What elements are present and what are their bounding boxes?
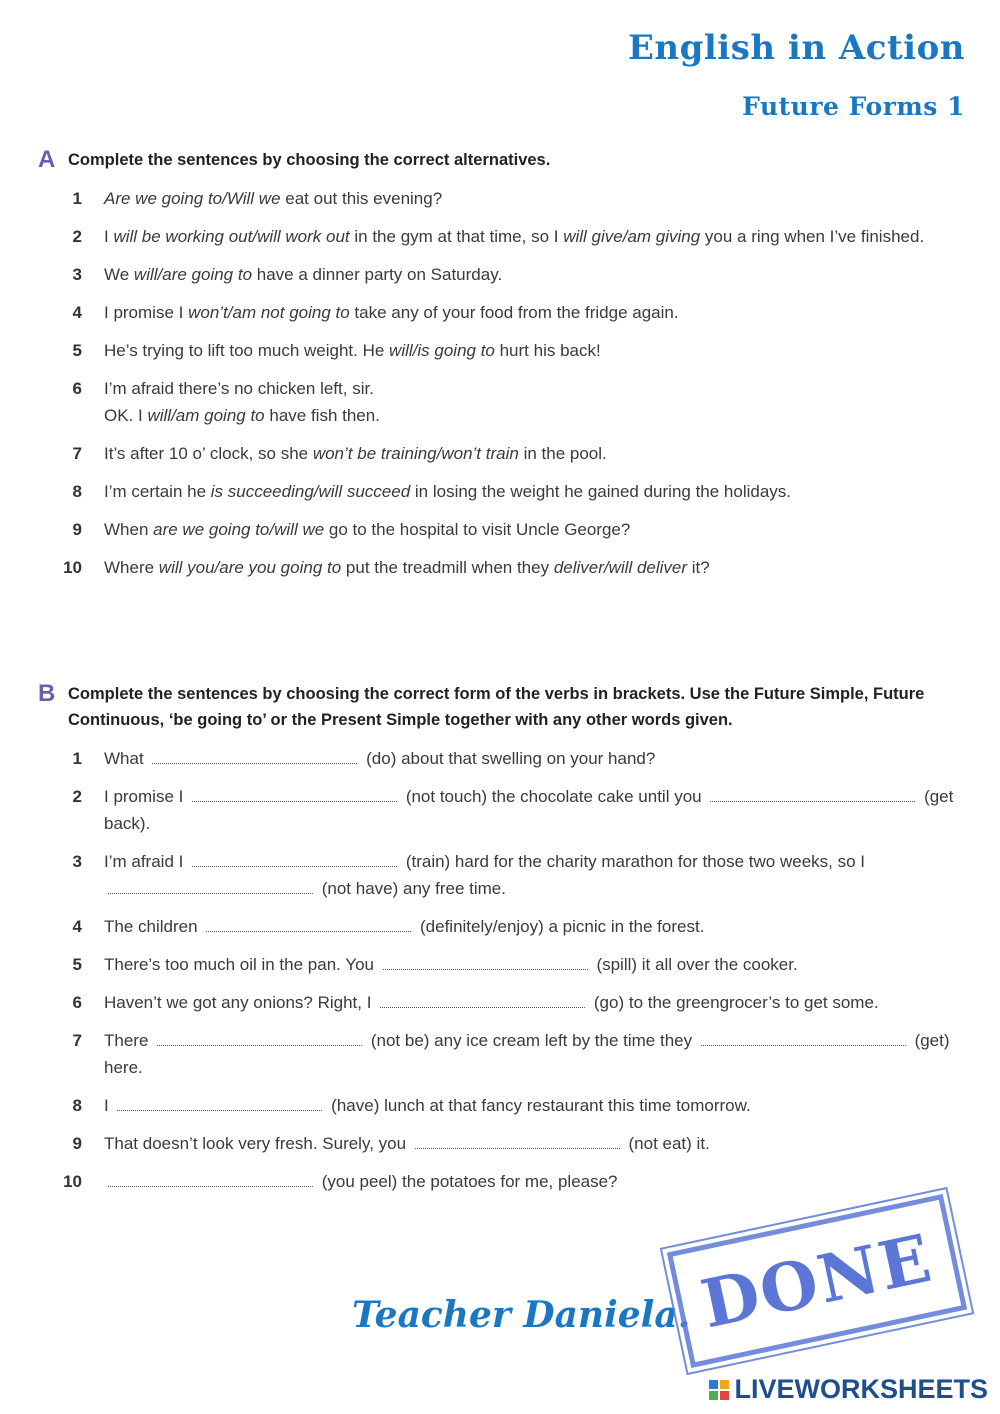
answer-blank[interactable] [157,1031,362,1046]
item-number: 6 [72,993,82,1012]
sentence-fragment: take any of your food from the fridge again. [349,303,679,322]
sentence-fragment: Where [104,558,159,577]
exercise-item [38,223,968,250]
liveworksheets-logo-text: LIVEWORKSHEETS [734,1374,988,1404]
sentence-fragment: I [104,227,114,246]
teacher-signature: Teacher Daniela. [352,1294,691,1336]
item-number: 9 [72,520,82,539]
exercise-item [38,913,968,940]
item-number: 1 [72,749,82,768]
alternative-choice[interactable]: are we going to/will we [153,520,325,539]
exercise-item [38,848,968,902]
logo-square [720,1380,729,1389]
exercise-item [38,1130,968,1157]
item-number: 7 [72,1031,82,1050]
exercise-item [38,989,968,1016]
sentence-fragment: go to the hospital to visit Uncle George? [324,520,631,539]
answer-blank[interactable] [206,917,411,932]
alternative-choice[interactable]: will be working out/will work out [113,227,350,246]
item-text [104,1027,968,1081]
answer-blank[interactable] [380,993,585,1008]
item-text [104,375,968,429]
worksheet-subtitle: Future Forms 1 [742,92,965,121]
exercise-item [38,516,968,543]
item-number: 10 [63,1172,82,1191]
item-text [104,554,968,581]
alternative-choice[interactable]: will/is going to [389,341,495,360]
item-number: 2 [72,227,82,246]
exercise-item [38,261,968,288]
item-number: 3 [72,852,82,871]
sentence-fragment: (have) lunch at that fancy restaurant this time tomorrow. [326,1096,751,1115]
exercise-item [38,745,968,772]
sentence-fragment: There’s too much oil in the pan. You [104,955,379,974]
item-number: 10 [63,558,82,577]
item-number: 8 [72,1096,82,1115]
sentence-fragment: (do) about that swelling on your hand? [361,749,656,768]
item-text [104,223,968,250]
item-number: 5 [72,341,82,360]
exercise-item [38,478,968,505]
sentence-fragment: (not touch) the chocolate cake until you [401,787,707,806]
sentence-fragment: When [104,520,154,539]
item-text [104,516,968,543]
item-number: 2 [72,787,82,806]
section-a-header [38,148,968,173]
alternative-choice[interactable]: will give/am giving [563,227,701,246]
item-text [104,478,968,505]
item-text [104,1130,968,1157]
sentence-fragment: We [104,265,134,284]
answer-blank[interactable] [383,955,588,970]
exercise-item [38,337,968,364]
sentence-fragment: have a dinner party on Saturday. [252,265,503,284]
item-number: 4 [72,917,82,936]
alternative-choice[interactable]: Are we going to/Will we [104,189,281,208]
exercise-item [38,1092,968,1119]
item-number: 6 [72,379,82,398]
sentence-fragment: I promise I [104,303,189,322]
exercise-item [38,554,968,581]
sentence-fragment: (not have) any free time. [317,879,506,898]
worksheet-title: English in Action [627,28,965,68]
item-text [104,745,968,772]
section-b-items [38,745,968,1195]
answer-blank[interactable] [701,1031,906,1046]
section-b-header [38,682,968,733]
item-number: 1 [72,189,82,208]
answer-blank[interactable] [415,1134,620,1149]
sentence-fragment: (go) to the greengrocer’s to get some. [589,993,879,1012]
sentence-fragment: The children [104,917,203,936]
sentence-fragment: (train) hard for the charity marathon for those two weeks, so I [401,852,866,871]
answer-blank[interactable] [192,852,397,867]
item-number: 9 [72,1134,82,1153]
liveworksheets-mark-icon [709,1380,729,1400]
section-a-instruction: Complete the sentences by choosing the correct alternatives. [68,151,551,169]
item-text [104,261,968,288]
sentence-fragment: eat out this evening? [280,189,443,208]
item-text [104,913,968,940]
section-b-instruction: Complete the sentences by choosing the correct form of the verbs in brackets. Use the Future Simple, Future Continuous, ‘be going to’ or the Present Simple together with any other words given. [68,685,925,729]
item-text [104,1092,968,1119]
item-text [104,783,968,837]
sentence-fragment: it? [687,558,710,577]
sentence-fragment: I promise I [104,787,189,806]
item-number: 8 [72,482,82,501]
section-b-letter: B [38,680,56,707]
item-text [104,440,968,467]
exercise-item [38,299,968,326]
alternative-choice[interactable]: won’t be training/won’t train [312,444,519,463]
alternative-choice[interactable]: won’t/am not going to [188,303,350,322]
item-number: 5 [72,955,82,974]
exercise-item [38,375,968,429]
exercise-item [38,783,968,837]
exercise-item [38,440,968,467]
sentence-fragment: you a ring when I’ve finished. [700,227,925,246]
exercise-item [38,185,968,212]
sentence-fragment: I’m afraid I [104,852,189,871]
sentence-fragment: in the gym at that time, so I [349,227,564,246]
sentence-fragment: in losing the weight he gained during the holidays. [410,482,792,501]
answer-blank[interactable] [192,787,397,802]
sentence-fragment: I’m afraid there’s no chicken left, sir. [104,379,374,398]
section-a-items [38,185,968,581]
answer-blank[interactable] [710,787,915,802]
sentence-fragment: (get back). [104,787,954,833]
liveworksheets-logo[interactable] [709,1374,988,1405]
item-text [104,1168,968,1195]
exercise-item [38,1168,968,1195]
alternative-choice[interactable]: deliver/will deliver [553,558,688,577]
sentence-fragment: in the pool. [518,444,607,463]
sentence-fragment: (spill) it all over the cooker. [591,955,798,974]
item-text [104,185,968,212]
sentence-fragment: I [104,1096,114,1115]
sentence-fragment: What [104,749,149,768]
sentence-fragment: There [104,1031,154,1050]
sentence-fragment: He’s trying to lift too much weight. He [104,341,390,360]
exercise-item [38,1027,968,1081]
exercise-item [38,951,968,978]
sentence-fragment: Haven’t we got any onions? Right, I [104,993,377,1012]
item-number: 7 [72,444,82,463]
sentence-fragment: (not eat) it. [623,1134,710,1153]
item-number: 4 [72,303,82,322]
item-text [104,848,968,902]
sentence-fragment: OK. I [104,406,148,425]
sentence-fragment: hurt his back! [494,341,601,360]
item-text [104,299,968,326]
answer-blank[interactable] [152,749,357,764]
logo-square [709,1380,718,1389]
section-b [38,682,968,1206]
sentence-fragment: put the treadmill when they [341,558,554,577]
item-number: 3 [72,265,82,284]
sentence-fragment: That doesn’t look very fresh. Surely, you [104,1134,411,1153]
sentence-fragment: I’m certain he [104,482,211,501]
sentence-fragment: have fish then. [264,406,380,425]
sentence-fragment: (definitely/enjoy) a picnic in the forest. [415,917,705,936]
done-stamp [667,1194,967,1368]
alternative-choice[interactable]: is succeeding/will succeed [210,482,411,501]
sentence-fragment: (get) here. [104,1031,950,1077]
alternative-choice[interactable]: will/are going to [133,265,253,284]
logo-square [720,1391,729,1400]
done-stamp-text: DONE [694,1218,940,1344]
item-text [104,951,968,978]
sentence-fragment: It’s after 10 o’ clock, so she [104,444,313,463]
alternative-choice[interactable]: will you/are you going to [158,558,342,577]
section-a [38,148,968,592]
sentence-fragment: (not be) any ice cream left by the time they [366,1031,697,1050]
alternative-choice[interactable]: will/am going to [147,406,265,425]
answer-blank[interactable] [108,1172,313,1187]
item-text [104,337,968,364]
item-text [104,989,968,1016]
sentence-fragment: (you peel) the potatoes for me, please? [317,1172,618,1191]
answer-blank[interactable] [108,879,313,894]
answer-blank[interactable] [117,1096,322,1111]
logo-square [709,1391,718,1400]
section-a-letter: A [38,146,56,173]
